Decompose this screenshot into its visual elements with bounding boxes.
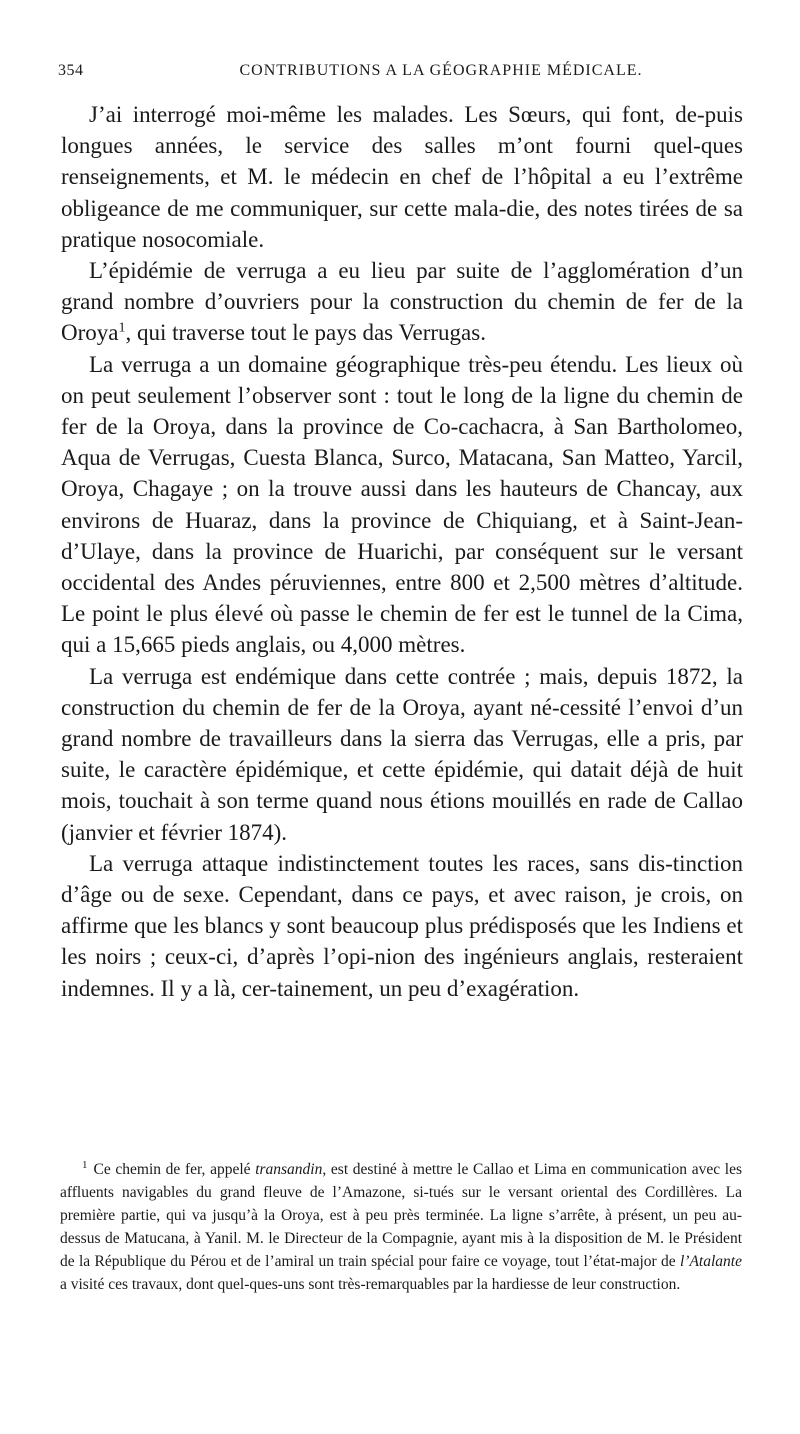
page-header — [58, 62, 730, 92]
paragraph-1: J’ai interrogé moi-même les malades. Les Sœurs, qui font, de-puis longues années, le service des salles m’ont fourni quel-ques renseignements, et M. le médecin en chef de l’hôpital a eu l’extrême obligeance de me communiquer, sur cette mala-die, des notes tirées de sa pratique nosocomiale. — [61, 102, 743, 252]
paragraph-3: La verruga a un domaine géographique très-peu étendu. Les lieux où on peut seulement l’observer sont : tout le long de la ligne du chemin de fer de la Oroya, dans la province de Co-cachacra, à San Bartholomeo, Aqua de Verrugas, Cuesta Blanca, Surco, Matacana, San Matteo, Yarcil, Oroya, Chagaye ; on la trouve aussi dans les hauteurs de Chancay, aux environs de Huaraz, dans la province de Chiquiang, et à Saint-Jean-d’Ulaye, dans la province de Huarichi, par conséquent sur le versant occidental des Andes péruviennes, entre 800 et 2,500 mètres d’altitude. Le point le plus élevé où passe le chemin de fer est le tunnel de la Cima, qui a 15,665 pieds anglais, ou 4,000 mètres. — [61, 351, 743, 658]
footnote-italic-b: l’Atalante — [680, 1253, 742, 1270]
footnote-text-c: a visité ces travaux, dont quel-ques-uns sont très-remarquables par la hardiesse de leur construction. — [60, 1276, 681, 1293]
footnotes — [60, 1158, 742, 1296]
footnote-text-b: , est destiné à mettre le Callao et Lima en communication avec les affluents navigables du grand fleuve de l’Amazone, si-tués sur le versant oriental des Cordillères. La première partie, qui va jusqu’à la Oroya, est à peu près terminée. La ligne s’arrête, à présent, un peu au-dessus de Matucana, à Yanil. M. le Directeur de la Compagnie, ayant mis à la disposition de M. le Président de la République du Pérou et de l’amiral un train spécial pour faire ce voyage, tout l’état-major de — [60, 1161, 742, 1270]
footnote-1 — [60, 1158, 742, 1296]
main-text — [61, 99, 743, 1004]
footnote-italic-a: transandin — [255, 1161, 323, 1178]
footnote-text-a: Ce chemin de fer, appelé — [93, 1161, 256, 1178]
running-title: CONTRIBUTIONS A LA GÉOGRAPHIE MÉDICALE. — [239, 62, 643, 79]
paragraph-2-text-b: , qui traverse tout le pays das Verrugas. — [125, 320, 486, 346]
page-number: 354 — [58, 62, 84, 79]
footnote-reference: 1 — [118, 320, 126, 336]
paragraph-4: La verruga est endémique dans cette contrée ; mais, depuis 1872, la construction du chemin de fer de la Oroya, ayant né-cessité l’envoi d’un grand nombre de travailleurs dans la sierra das Verrugas, elle a pris, par suite, le caractère épidémique, et cette épidémie, qui datait déjà de huit mois, touchait à son terme quand nous étions mouillés en rade de Callao (janvier et février 1874). — [61, 663, 743, 845]
paragraph-2-text-a: L’épidémie de verruga a eu lieu par suite de l’agglomération d’un grand nombre d’ouvriers pour la construction du chemin de fer de la Oroya — [61, 258, 743, 346]
footnote-marker: 1 — [82, 1158, 88, 1171]
paragraph-2 — [61, 255, 743, 349]
paragraph-5: La verruga attaque indistinctement toutes les races, sans dis-tinction d’âge ou de sexe. Cependant, dans ce pays, et avec raison, je crois, on affirme que les blancs y sont beaucoup plus prédisposés que les Indiens et les noirs ; ceux-ci, d’après l’opi-nion des ingénieurs anglais, resteraient indemnes. Il y a là, cer-tainement, un peu d’exagération. — [61, 850, 743, 1001]
